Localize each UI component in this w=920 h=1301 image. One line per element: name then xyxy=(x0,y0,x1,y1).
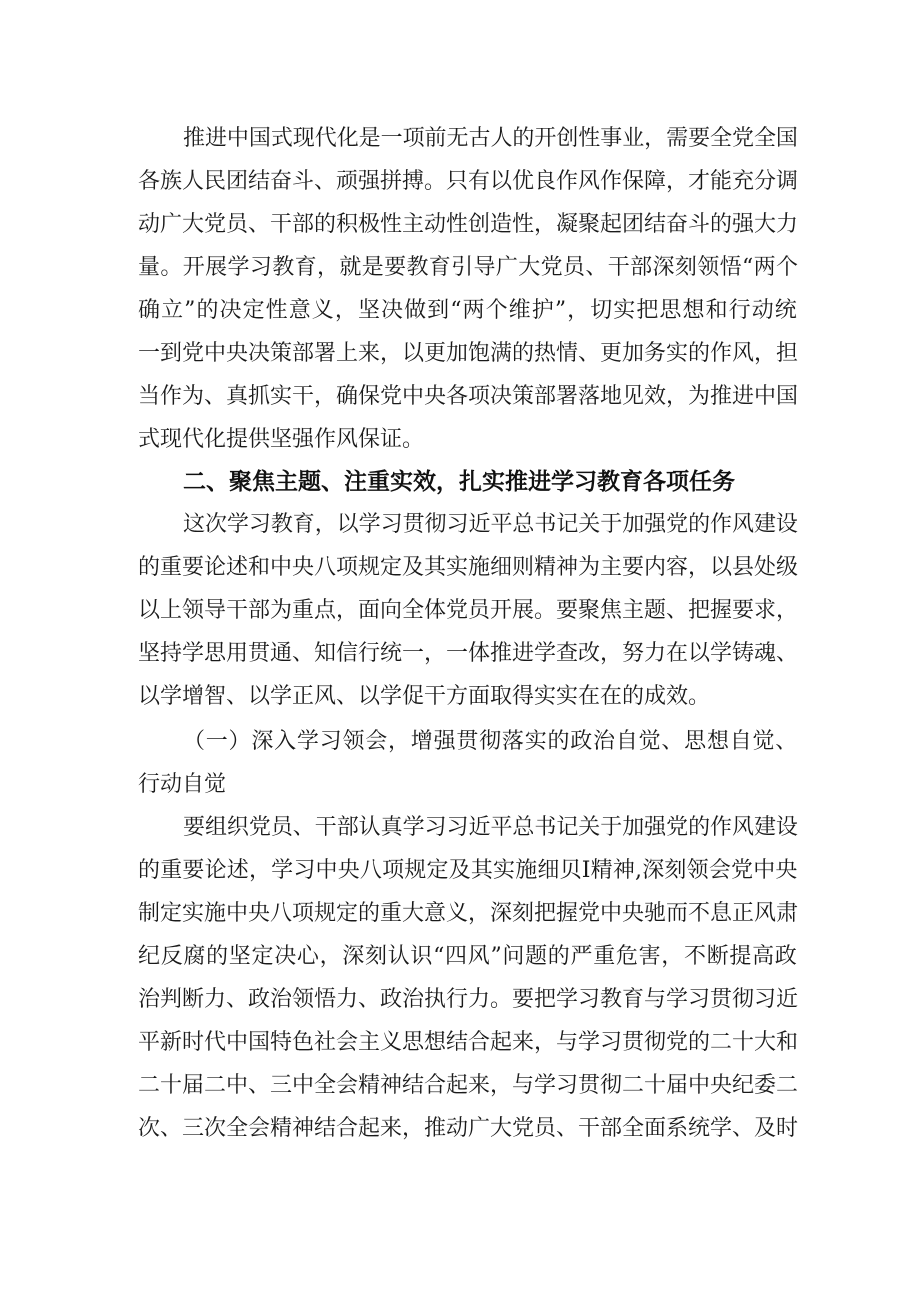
paragraph-line-17: 纪反腐的坚定决心，深刻认识“四风”问题的严重危害，不断提高政 xyxy=(138,944,798,969)
paragraph-line-21: 次、三次全会精神结合起来，推动广大党员、干部全面系统学、及时 xyxy=(138,1116,799,1141)
paragraph-line-2: 各族人民团结奋斗、顽强拼搏。只有以优良作风作保障，才能充分调 xyxy=(138,169,799,194)
paragraph-line-4: 量。开展学习教育，就是要教育引导广大党员、干部深刻领悟“两个 xyxy=(138,255,799,280)
paragraph-line-9: 这次学习教育，以学习贯彻习近平总书记关于加强党的作风建设 xyxy=(183,512,798,537)
subsection-heading-cont: 行动自觉 xyxy=(138,772,227,797)
paragraph-line-10: 的重要论述和中央八项规定及其实施细则精神为主要内容，以县处级 xyxy=(138,555,799,580)
subsection-heading: （一）深入学习领会，增强贯彻落实的政治自觉、思想自觉、 xyxy=(183,729,799,754)
paragraph-line-12: 坚持学思用贯通、知信行统一，一体推进学查改，努力在以学铸魂、 xyxy=(138,641,799,666)
paragraph-line-11: 以上领导干部为重点，面向全体党员开展。要聚焦主题、把握要求， xyxy=(138,598,799,623)
paragraph-line-6: 一到党中央决策部署上来，以更加饱满的热情、更加务实的作风，担 xyxy=(138,341,799,366)
paragraph-line-7: 当作为、真抓实干，确保党中央各项决策部署落地见效，为推进中国 xyxy=(138,384,799,409)
paragraph-line-5: 确立”的决定性意义，坚决做到“两个维护”，切实把思想和行动统 xyxy=(138,298,798,323)
paragraph-line-8: 式现代化提供坚强作风保证。 xyxy=(138,427,425,452)
paragraph-line-1: 推进中国式现代化是一项前无古人的开创性事业，需要全党全国 xyxy=(183,126,798,151)
paragraph-line-15: 的重要论述，学习中央八项规定及其实施细贝I精神,深刻领会党中央 xyxy=(138,858,798,883)
paragraph-line-18: 治判断力、政治领悟力、政治执行力。要把学习教育与学习贯彻习近 xyxy=(138,987,799,1012)
paragraph-line-16: 制定实施中央八项规定的重大意义，深刻把握党中央驰而不息正风肃 xyxy=(138,901,799,926)
paragraph-line-14: 要组织党员、干部认真学习习近平总书记关于加强党的作风建设 xyxy=(183,815,798,840)
section-heading: 二、聚焦主题、注重实效，扎实推进学习教育各项任务 xyxy=(183,469,735,495)
paragraph-line-19: 平新时代中国特色社会主义思想结合起来，与学习贯彻党的二十大和 xyxy=(138,1030,799,1055)
paragraph-line-20: 二十届二中、三中全会精神结合起来，与学习贯彻二十届中央纪委二 xyxy=(138,1073,799,1098)
paragraph-line-3: 动广大党员、干部的积极性主动性创造性，凝聚起团结奋斗的强大力 xyxy=(138,212,799,237)
paragraph-line-13: 以学增智、以学正风、以学促干方面取得实实在在的成效。 xyxy=(138,684,711,709)
